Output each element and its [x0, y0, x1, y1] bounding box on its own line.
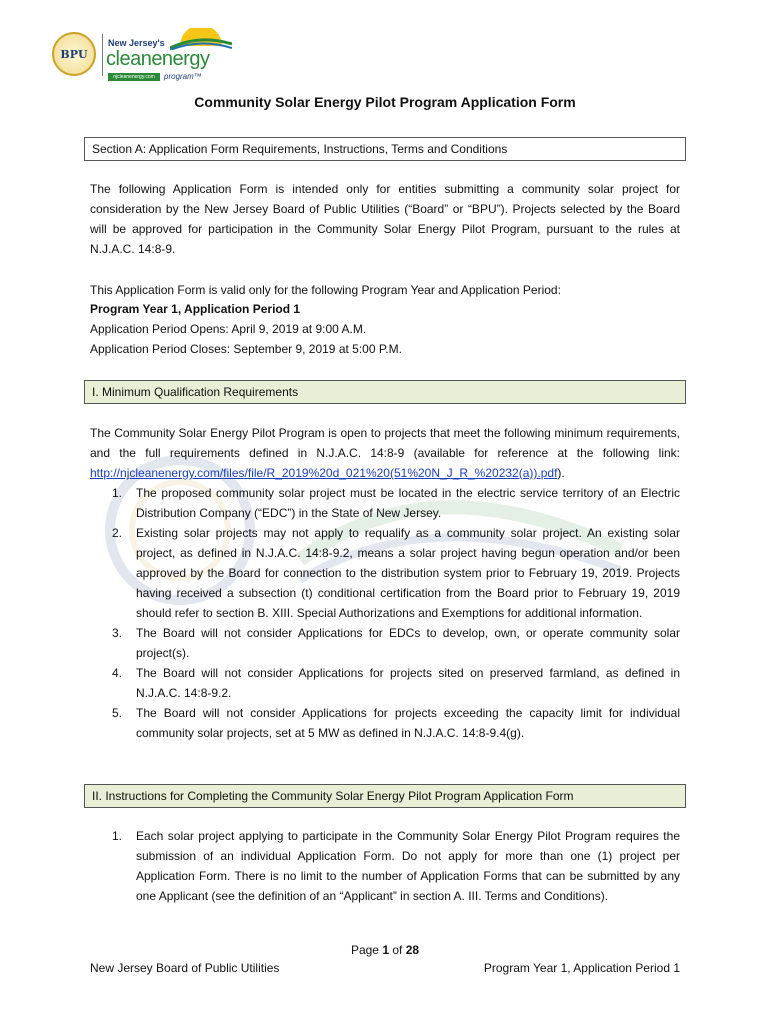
- section-i-heading: I. Minimum Qualification Requirements: [84, 380, 686, 404]
- list-item-text: Each solar project applying to participate in the Community Solar Energy Pilot Program requires the submission of an individual Application Form. Do not apply for more than one (1) project per Application Form. There is no limit to the number of Application Forms that can be submitted by any one Applicant (see the definition of an “Applicant” in section A. III. Terms and Conditions).: [136, 829, 680, 903]
- section-i-intro: [90, 423, 680, 483]
- list-item-number: 4.: [112, 666, 123, 680]
- section-a-heading: Section A: Application Form Requirements, Instructions, Terms and Conditions: [84, 137, 686, 161]
- list-item: [90, 483, 680, 523]
- section-a-intro: The following Application Form is intended only for entities submitting a community solar project for consideration by the New Jersey Board of Public Utilities (“Board” or “BPU”). Projects selected by the Board will be approved for participation in the Community Solar Energy Pilot Program, pursuant to the rules at N.J.A.C. 14:8-9.: [90, 182, 680, 256]
- page-number: [0, 943, 770, 957]
- instructions-list: [90, 826, 680, 906]
- application-opens: Application Period Opens: April 9, 2019 at 9:00 A.M.: [90, 322, 367, 336]
- list-item: [90, 703, 680, 743]
- sun-swoosh-icon: [170, 28, 232, 50]
- application-closes: Application Period Closes: September 9, 2019 at 5:00 P.M.: [90, 342, 402, 356]
- requirements-list: [90, 483, 680, 743]
- page-number-current: 1: [382, 943, 389, 957]
- page-title: Community Solar Energy Pilot Program Application Form: [194, 94, 576, 110]
- list-item-number: 3.: [112, 626, 123, 640]
- page-number-of: of: [389, 943, 406, 957]
- footer-organization: New Jersey Board of Public Utilities: [90, 961, 280, 975]
- list-item-number: 1.: [112, 829, 123, 843]
- njcep-logo: [52, 28, 232, 84]
- list-item-text: Existing solar projects may not apply to requalify as a community solar project. An existing solar project, as defined in N.J.A.C. 14:8-9.2, means a solar project having begun operation and/or been approved by the Board for connection to the distribution system prior to February 19, 2019. Projects having received a subsection (t) conditional certification from the Board prior to February 19, 2019 should refer to section B. XIII. Special Authorizations and Exemptions for additional information.: [136, 526, 680, 620]
- list-item-number: 2.: [112, 526, 123, 540]
- section-i-intro-end: ).: [557, 466, 565, 480]
- list-item: [90, 663, 680, 703]
- page-number-prefix: Page: [350, 943, 383, 957]
- list-item-number: 1.: [112, 486, 123, 500]
- logo-divider: [102, 34, 103, 76]
- list-item-number: 5.: [112, 706, 123, 720]
- regulation-link[interactable]: http://njcleanenergy.com/files/file/R_2019%20d_021%20(51%20N_J_R_%20232(a)).pdf: [90, 466, 558, 480]
- list-item-text: The Board will not consider Applications for EDCs to develop, own, or operate community solar project(s).: [136, 626, 680, 660]
- logo-program-text: program™: [164, 72, 202, 81]
- bpu-seal-icon: BPU: [52, 32, 96, 76]
- list-item: [90, 826, 680, 906]
- validity-statement: This Application Form is valid only for the following Program Year and Application Period:: [90, 283, 561, 297]
- program-year: Program Year 1, Application Period 1: [90, 302, 301, 316]
- list-item: [90, 523, 680, 623]
- footer-program-period: Program Year 1, Application Period 1: [483, 961, 680, 975]
- list-item-text: The proposed community solar project must be located in the electric service territory of an Electric Distribution Company (“EDC”) in the State of New Jersey.: [136, 486, 680, 520]
- logo-tagline: njcleanenergy.com: [108, 73, 160, 81]
- list-item-text: The Board will not consider Applications for projects exceeding the capacity limit for individual community solar projects, set at 5 MW as defined in N.J.A.C. 14:8-9.4(g).: [136, 706, 680, 740]
- page-number-total: 28: [405, 943, 420, 957]
- section-ii-heading: II. Instructions for Completing the Community Solar Energy Pilot Program Application Form: [84, 784, 686, 808]
- list-item-text: The Board will not consider Applications for projects sited on preserved farmland, as defined in N.J.A.C. 14:8-9.2.: [136, 666, 680, 700]
- list-item: [90, 623, 680, 663]
- logo-nj-text: New Jersey's: [108, 38, 165, 48]
- section-i-intro-text: The Community Solar Energy Pilot Program is open to projects that meet the following minimum requirements, and the full requirements defined in N.J.A.C. 14:8-9 (available for reference at the following link:: [90, 426, 680, 460]
- logo-brand-text: cleanenergy: [106, 48, 210, 70]
